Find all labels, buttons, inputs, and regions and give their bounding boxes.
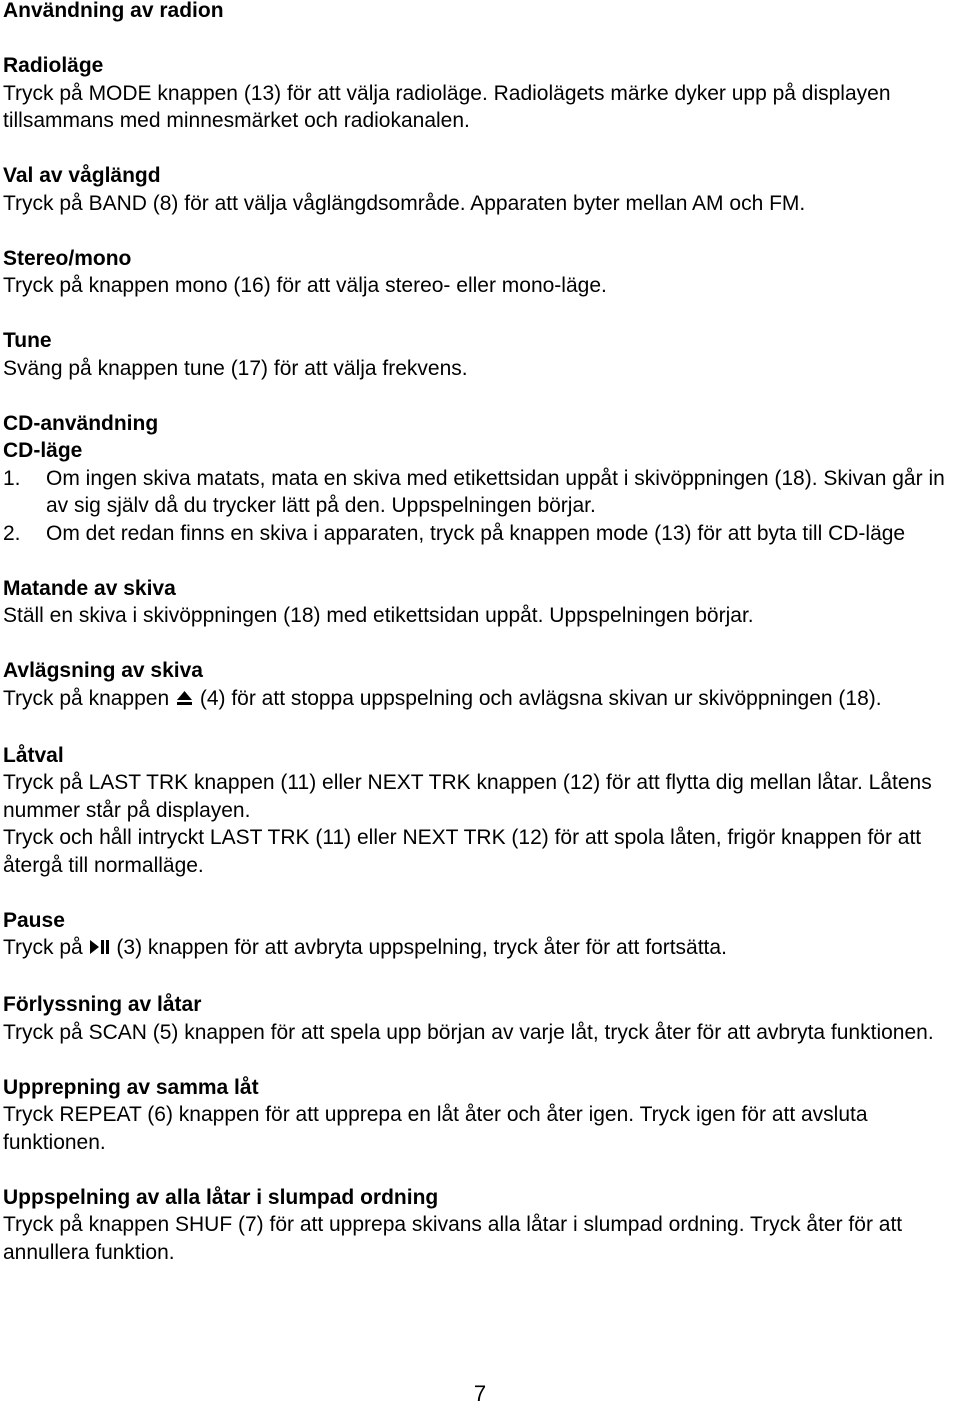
section-heading-uppspelning-slumpad: Uppspelning av alla låtar i slumpad ordning	[3, 1185, 439, 1209]
section-heading-val-av-vaglangd: Val av våglängd	[3, 164, 161, 187]
section-text-latval-2: Tryck och håll intryckt LAST TRK (11) eller NEXT TRK (12) för att spola låten, frigör knappen för att återgå till normalläge.	[3, 826, 922, 877]
section-text-matande-av-skiva: Ställ en skiva i skivöppningen (18) med etikettsidan uppåt. Uppspelningen börjar.	[3, 604, 754, 627]
section-heading-cd-lage: CD-läge	[3, 439, 83, 462]
list-item	[3, 520, 958, 548]
page-number: 7	[473, 1381, 487, 1406]
section-text-uppspelning-slumpad: Tryck på knappen SHUF (7) för att upprepa skivans alla låtar i slumpad ordning. Tryck åter för att annullera funktion.	[3, 1213, 903, 1264]
section-heading-pause: Pause	[3, 908, 65, 932]
list-item-number: 2.	[3, 521, 21, 545]
text-before-icon: Tryck på	[3, 936, 83, 959]
eject-icon	[175, 687, 194, 715]
section-text-val-av-vaglangd: Tryck på BAND (8) för att välja våglängdsområde. Apparaten byter mellan AM och FM.	[3, 191, 806, 215]
text-after-icon: (3) knappen för att avbryta uppspelning, tryck åter för att fortsätta.	[116, 936, 727, 959]
section-heading-stereo-mono: Stereo/mono	[3, 246, 132, 270]
section-text-radiolage: Tryck på MODE knappen (13) för att välja radioläge. Radiolägets märke dyker upp på displayen tillsammans med minnesmärket och radiokanalen.	[3, 81, 891, 132]
list-item-number: 1.	[3, 466, 21, 490]
play-pause-icon	[89, 936, 111, 964]
section-text-stereo-mono: Tryck på knappen mono (16) för att välja stereo- eller mono-läge.	[3, 274, 607, 297]
list-item	[3, 465, 958, 520]
section-heading-avlagsning-av-skiva: Avlägsning av skiva	[3, 659, 203, 682]
section-text-tune: Sväng på knappen tune (17) för att välja frekvens.	[3, 356, 468, 380]
section-heading-latval: Låtval	[3, 743, 64, 767]
page-title: Användning av radion	[3, 0, 224, 22]
section-heading-forlyssning-av-latar: Förlyssning av låtar	[3, 993, 202, 1016]
section-text-pause	[3, 934, 958, 964]
section-text-forlyssning-av-latar: Tryck på SCAN (5) knappen för att spela upp början av varje låt, tryck åter för att avbryta funktionen.	[3, 1020, 934, 1044]
section-heading-upprepning-av-samma-lat: Upprepning av samma låt	[3, 1075, 259, 1099]
section-text-latval: Tryck på LAST TRK knappen (11) eller NEXT TRK knappen (12) för att flytta dig mellan låtar. Låtens nummer står på displayen.	[3, 771, 932, 822]
section-heading-radiolage: Radioläge	[3, 54, 104, 77]
text-after-icon: (4) för att stoppa uppspelning och avlägsna skivan ur skivöppningen (18).	[199, 686, 882, 710]
document-page	[3, 0, 958, 1266]
section-heading-cd-anvandning: CD-användning	[3, 411, 159, 435]
list-item-text: Om det redan finns en skiva i apparaten, tryck på knappen mode (13) för att byta till CD-läge	[46, 521, 906, 545]
text-before-icon: Tryck på knappen	[3, 686, 170, 710]
section-heading-tune: Tune	[3, 329, 52, 352]
section-heading-matande-av-skiva: Matande av skiva	[3, 576, 176, 600]
section-text-upprepning-av-samma-lat: Tryck REPEAT (6) knappen för att upprepa en låt åter och åter igen. Tryck igen för att avsluta funktionen.	[3, 1103, 868, 1154]
list-item-text: Om ingen skiva matats, mata en skiva med etikettsidan uppåt i skivöppningen (18). Skivan går in av sig själv då du trycker lätt på den. Uppspelningen börjar.	[46, 466, 945, 517]
cd-lage-list	[3, 465, 958, 548]
section-text-avlagsning-av-skiva	[3, 685, 958, 715]
